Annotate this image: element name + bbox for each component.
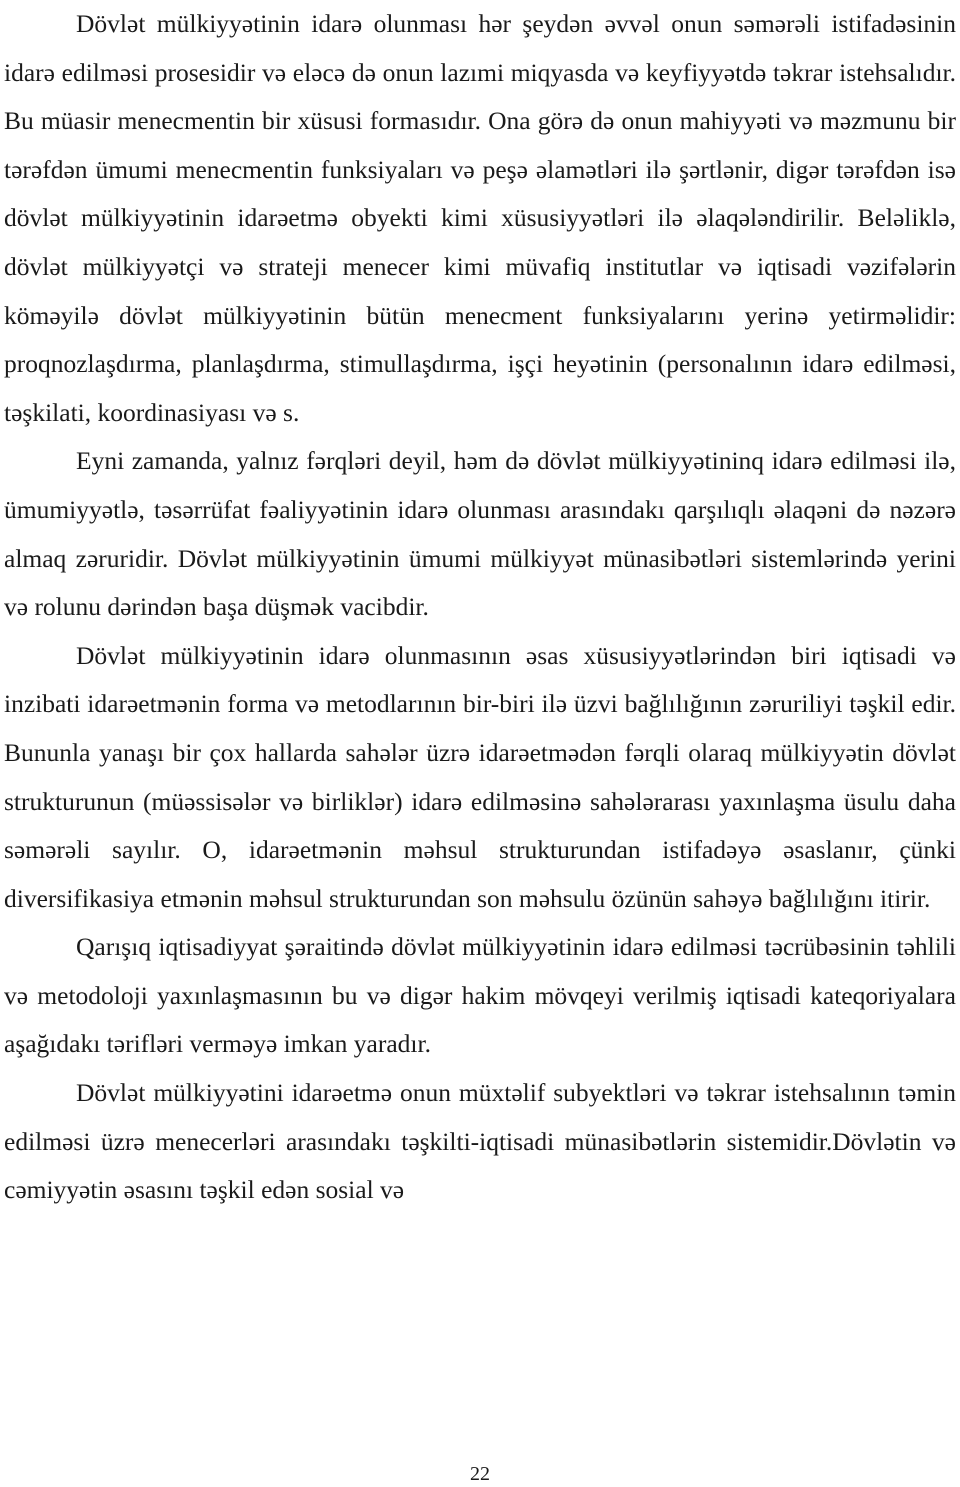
paragraph-state-property-management: Dövlət mülkiyyətinin idarə olunması hər şeydən əvvəl onun səmərəli istifadəsinin idarə edilməsi prosesidir və eləcə də onun lazımi miqyasda və keyfiyyətdə təkrar istehsalıdır. Bu müasir menecmentin bir xüsusi formasıdır. Ona görə də onun mahiyyəti və məzmunu bir tərəfdən ümumi menecmentin funksiyaları və peşə əlamətləri ilə şərtlənir, digər tərəfdən isə dövlət mülkiyyətinin idarəetmə obyekti kimi xüsusiyyətləri ilə əlaqələndirilir. Beləliklə, dövlət mülkiyyətçi və strateji menecer kimi müvafiq institutlar və iqtisadi vəzifələrin köməyilə dövlət mülkiyyətinin bütün menecment funksiyalarını yerinə yetirməlidir: proqnozlaşdırma, planlaşdırma, stimullaşdırma, işçi heyətinin (personalının idarə edilməsi, təşkilati, koordinasiyası və s. bbox=[4, 9, 956, 427]
page-number: 22 bbox=[470, 1463, 490, 1485]
paragraph-mixed-economy: Qarışıq iqtisadiyyat şəraitində dövlət mülkiyyətinin idarə edilməsi təcrübəsinin təhlili və metodoloji yaxınlaşmasının bu və digər hakim mövqeyi verilmiş iqtisadi kateqoriyalara aşağıdakı tərifləri verməyə imkan yaradır. bbox=[4, 932, 956, 1059]
document-page bbox=[4, 0, 956, 1215]
paragraph-definition: Dövlət mülkiyyətini idarəetmə onun müxtəlif subyektləri və təkrar istehsalının təmin edilməsi üzrə menecerləri arasındakı təşkilti-iqtisadi münasibətlərin sistemidir.Dövlətin və cəmiyyətin əsasını təşkil edən sosial və bbox=[4, 1078, 956, 1205]
paragraph-main-features: Dövlət mülkiyyətinin idarə olunmasının əsas xüsusiyyətlərindən biri iqtisadi və inzibati idarəetmənin forma və metodlarının bir-biri ilə üzvi bağlılığının zəruriliyi təşkil edir. Bununla yanaşı bir çox hallarda sahələr üzrə idarəetmədən fərqli olaraq mülkiyyətin dövlət strukturunun (müəssisələr və birliklər) idarə edilməsinə sahələrarası yaxınlaşma üsulu daha səmərəli sayılır. O, idarəetmənin məhsul strukturundan istifadəyə əsaslanır, çünki diversifikasiya etmənin məhsul strukturundan son məhsulu özünün sahəyə bağlılığını itirir. bbox=[4, 640, 956, 913]
paragraph-interrelation: Eyni zamanda, yalnız fərqləri deyil, həm də dövlət mülkiyyətininq idarə edilməsi ilə, ümumiyyətlə, təsərrüfat fəaliyyətinin idarə olunması arasındakı qarşılıqlı əlaqəni də nəzərə almaq zəruridir. Dövlət mülkiyyətinin ümumi mülkiyyət münasibətləri sistemlərində yerini və rolunu dərindən başa düşmək vacibdir. bbox=[4, 446, 956, 622]
